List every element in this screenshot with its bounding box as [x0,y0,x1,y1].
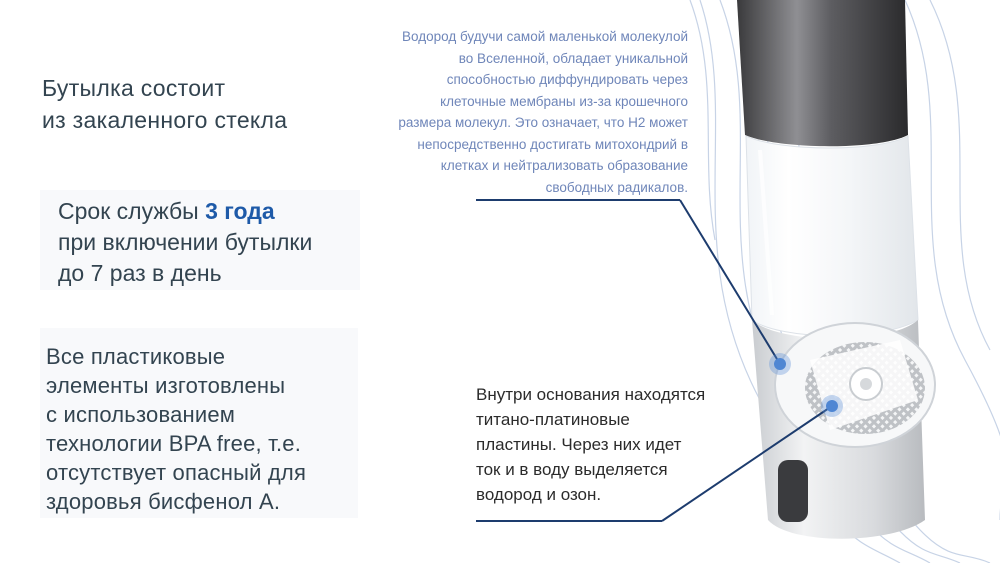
hydrogen-note-line: способностью диффундировать через [446,72,688,87]
service-life-line-3: до 7 раз в день [58,260,222,286]
bpa-line: Все пластиковые [46,344,226,369]
base-note-line: пластины. Через них идет [476,435,682,454]
hydrogen-note [340,26,688,198]
base-note-line: ток и в воду выделяется [476,460,668,479]
hydrogen-note-line: клетках и нейтрализовать образование [440,158,688,173]
glass-info-line-2: из закаленного стекла [42,107,288,133]
hydrogen-note-line: непосредственно достигать митохондрий в [417,136,688,152]
glass-info-line-1: Бутылка состоит [42,75,226,101]
bpa-line: элементы изготовлены [46,373,286,398]
bpa-line: технологии BPA free, т.е. [46,431,302,456]
hydrogen-note-line: клеточные мембраны из-за крошечного [440,93,688,109]
service-life-line-2: при включении бутылки [58,229,313,255]
base-note [476,382,756,507]
base-note-line: водород и озон. [476,485,602,504]
base-note-line: Внутри основания находятся [476,385,706,404]
hydrogen-note-line: Водород будучи самой маленькой молекулой [402,29,688,44]
service-life-info [40,190,360,290]
hydrogen-note-line: размера молекул. Это означает, что H2 может [398,115,688,130]
bpa-info [40,328,358,518]
hydrogen-note-line: свободных радикалов. [545,179,688,195]
marker-glass-dot [774,358,786,370]
bottle [737,0,935,539]
bpa-line: отсутствует опасный для [46,460,307,485]
hydrogen-note-line: во Вселенной, обладает уникальной [458,50,688,66]
bpa-line: с использованием [46,402,236,427]
bpa-line: здоровья бисфенол А. [46,489,281,514]
base-note-line: титано-платиновые [476,410,630,429]
power-button [778,460,808,522]
service-life-highlight: 3 года [205,198,275,224]
glass-info [42,72,342,136]
marker-base-dot [826,400,838,412]
callout-top [476,200,791,375]
service-life-line-1 [58,196,342,227]
service-life-prefix: Срок службы [58,198,206,224]
